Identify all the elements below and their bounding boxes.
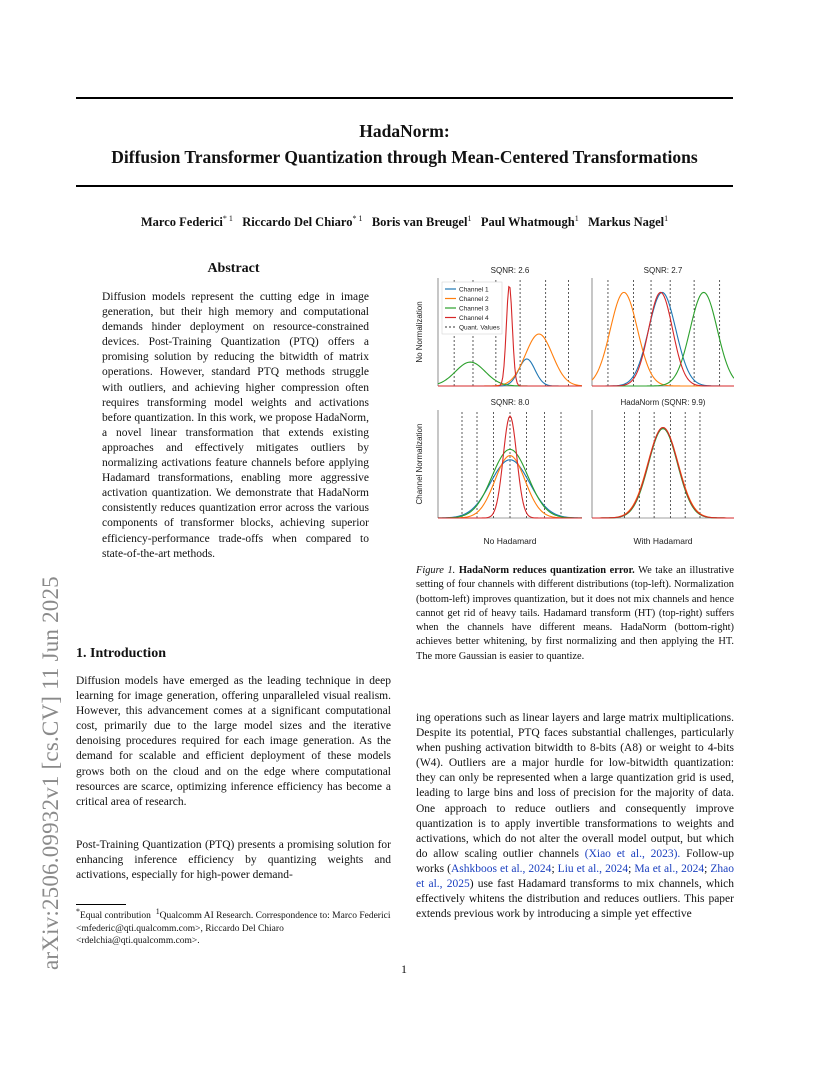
- intro-paragraph-2: Post-Training Quantization (PTQ) presents a promising solution for enhancing inference efficiency by quantizing weights and activations, especially for high-power demand-: [76, 839, 391, 882]
- y-axis-label: No Normalization: [415, 301, 424, 363]
- footnote-rule: [76, 904, 126, 905]
- author: Boris van Breugel: [371, 215, 468, 230]
- author: Marco Federici: [140, 215, 223, 230]
- right-text: Follow-up works (: [416, 847, 735, 875]
- figure-1: [412, 258, 734, 554]
- right-text: ) use fast Hadamard transforms to mix channels, which effectively whitens the distribution and reduces outliers. This paper extends previous work by introducing a simple yet effective: [416, 878, 734, 921]
- footnote-mark: 1: [155, 907, 160, 916]
- x-axis-label: No Hadamard: [483, 536, 537, 546]
- series-line: [592, 429, 734, 518]
- citation-link[interactable]: Ma et al., 2024: [634, 862, 705, 875]
- legend-label: Channel 4: [459, 315, 489, 322]
- panel-title: SQNR: 2.6: [490, 266, 530, 275]
- page-number: 1: [401, 962, 407, 976]
- series-line: [592, 428, 734, 518]
- author-list: [76, 214, 733, 230]
- legend-label: Channel 1: [459, 286, 489, 294]
- footnote-mark: *: [76, 907, 80, 916]
- y-axis-label: Channel Normalization: [415, 423, 424, 505]
- author-mark: 1: [574, 214, 579, 223]
- caption-bold: HadaNorm reduces quantization error.: [458, 565, 635, 576]
- legend-label: Channel 3: [459, 305, 489, 313]
- legend-label: Quant. Values: [459, 324, 500, 332]
- author-mark: * 1: [222, 214, 233, 223]
- author-mark: * 1: [352, 214, 363, 223]
- abstract-text: Diffusion models represent the cutting edge in image generation, but their high memory and computational demands hinder deployment on resource-constrained devices. Post-Training Quantization (PTQ) offers a promising solution by reducing the bitwidth of matrix operations. However, standard PTQ methods struggle with outliers, and achieving higher compression often requires transforming model weights and activations before quantization. In this work, we propose HadaNorm, a novel linear transformation that extends existing approaches and effectively mitigates outliers by normalizing activations feature channels before applying Hadamard transformations, enabling more aggressive activation quantization. We demonstrate that HadaNorm consistently reduces quantization error across the various components of transformer blocks, achieving superior efficiency-performance trade-offs when compared to state-of-the-art methods.: [102, 291, 369, 560]
- right-column-paragraph: ing operations such as linear layers and large matrix multiplications. Despite its potential, PTQ faces substantial challenges, particularly when pushing activation bitwidth to 8-bits (A8) or weight to 4-bits (W4). Outliers are a major hurdle for low-bitwidth quantization: they can only be represented when a large quantization grid is used, leading to large bins and loss of precision for the majority of data. One approach to reduce outliers and consequently improve quantization is to apply invertible transformations to weights and activations, which do not alter the overall model output, but which do allow scaling outlier channels (Xiao et al., 2023). Follow-up works (Ashkboos et al., 2024; Liu et al., 2024; Ma et al., 2024; Zhao et al., 2025) use fast Hadamard transforms to mix channels, which effectively whitens the distribution and reduces outliers. This paper extends previous work by introducing a simple yet effective: [416, 712, 735, 921]
- top-rule: [76, 97, 733, 99]
- series-line: [592, 292, 734, 386]
- right-text: ing operations such as linear layers and large matrix multiplications. Despite its potential, PTQ faces substantial challenges, particularly when pushing activation bitwidth to 8-bits (A8) or weight to 4-bits (W4). Outliers are a major hurdle for low-bitwidth quantization: they can only be represented when a large quantization grid is used, leading to large bins and loss of precision for the majority of data. One approach to reduce outliers and consequently improve quantization is to apply invertible transformations to weights and activations, which do not alter the overall model output, but which do allow scaling outlier channels: [416, 712, 734, 860]
- author: Riccardo Del Chiaro: [242, 215, 353, 230]
- footnote: [76, 906, 391, 948]
- series-line: [592, 428, 734, 518]
- citation-link[interactable]: Ashkboos et al., 2024: [450, 862, 552, 875]
- caption-label: Figure 1.: [416, 565, 456, 576]
- title-bottom-rule: [76, 185, 733, 187]
- intro-paragraph-1: Diffusion models have emerged as the leading technique in deep learning for image generation, offering unparalleled visual realism. However, this advancement comes at a significant computational cost, primarily due to the large model sizes and the iterative denoising procedures required for each image generation. As the demand for scalable and efficient deployment of these models grows both on the cloud and on the edge where computational resources are scarce, optimizing inference efficiency has become a critical area of research.: [76, 675, 391, 808]
- citation-link[interactable]: Zhao et al., 2025: [416, 862, 734, 891]
- footnote-equal: Equal contribution: [79, 911, 151, 922]
- paper-title: [76, 118, 733, 170]
- citation-link[interactable]: (Xiao et al., 2023).: [584, 847, 681, 860]
- series-line: [592, 292, 734, 386]
- figure-1-plots: [412, 258, 734, 554]
- caption-text: We take an illustrative setting of four channels with different distributions (top-left). Normalization (bottom-left) improves quantization, but it does not mix channels and hence cannot get rid of heavy tails. Hadamard transform (HT) (top-right) suffers when the channels have different means. HadaNorm (bottom-right) achieves better whitening, by first normalizing and then applying the HT. The more Gaussian is easier to quantize.: [416, 565, 734, 662]
- author-mark: 1: [467, 214, 472, 223]
- panel-title: HadaNorm (SQNR: 9.9): [620, 398, 706, 407]
- series-line: [592, 429, 734, 518]
- series-line: [592, 292, 734, 386]
- citation-link[interactable]: Liu et al., 2024: [557, 862, 629, 875]
- panel-title: SQNR: 2.7: [643, 266, 683, 275]
- series-line: [438, 416, 582, 518]
- x-axis-label: With Hadamard: [633, 536, 693, 546]
- title-line-2: Diffusion Transformer Quantization through Mean-Centered Transformations: [111, 147, 698, 167]
- figure-caption: [416, 564, 734, 664]
- section-heading: 1. Introduction: [76, 646, 166, 661]
- series-line: [592, 292, 734, 386]
- panel-title: SQNR: 8.0: [490, 398, 530, 407]
- title-line-1: HadaNorm:: [359, 121, 450, 141]
- arxiv-stamp: arXiv:2506.09932v1 [cs.CV] 11 Jun 2025: [38, 576, 63, 970]
- footnote-affiliation: Qualcomm AI Research. Correspondence to: Marco Federici <mfederic@qti.qualcomm.com>, Riccardo Del Chiaro <rdelchia@qti.qualcomm.com>.: [76, 911, 391, 947]
- author: Paul Whatmough: [480, 215, 575, 230]
- abstract-heading: Abstract: [207, 261, 260, 276]
- author: Markus Nagel: [588, 215, 665, 230]
- legend-label: Channel 2: [459, 296, 489, 303]
- series-line: [438, 334, 582, 386]
- author-mark: 1: [664, 214, 669, 223]
